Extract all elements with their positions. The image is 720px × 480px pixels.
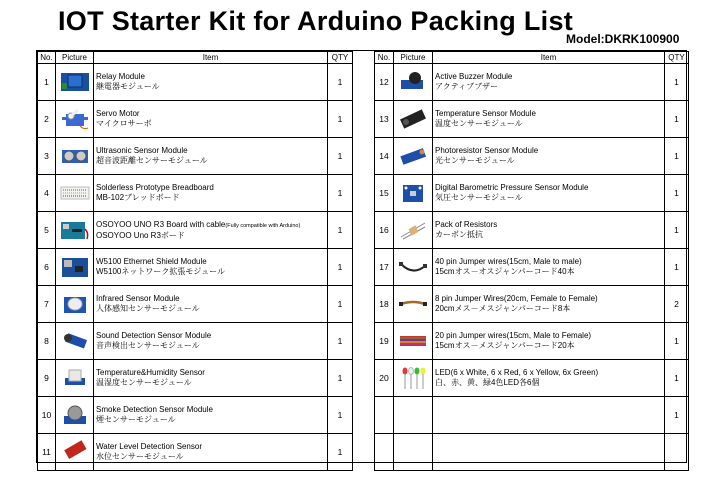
row-picture	[394, 323, 433, 360]
item-name-english-text: Infrared Sensor Module	[96, 294, 180, 303]
row-quantity: 1	[328, 212, 353, 249]
row-picture	[394, 101, 433, 138]
row-picture	[56, 360, 94, 397]
row-quantity: 1	[665, 360, 689, 397]
page-title: IOT Starter Kit for Arduino Packing List	[58, 6, 574, 36]
item-name-english	[96, 368, 327, 378]
row-item	[433, 434, 665, 471]
item-compatibility-note: (Fully compatible with Arduino)	[225, 222, 301, 229]
table-row	[38, 138, 353, 175]
row-number: 10	[38, 397, 56, 434]
item-name-japanese: 超音波距離センサーモジュール	[96, 156, 208, 165]
item-name-japanese: 音声検出センサーモジュール	[96, 341, 200, 350]
jumper-wire-mm-icon	[394, 254, 432, 280]
row-number: 5	[38, 212, 56, 249]
column-gap	[352, 51, 374, 462]
item-name-english-text: Digital Barometric Pressure Sensor Module	[435, 183, 589, 192]
row-item	[433, 212, 665, 249]
table-row	[38, 212, 353, 249]
table-row	[375, 212, 689, 249]
row-quantity: 1	[665, 212, 689, 249]
table-header-row	[375, 52, 689, 64]
item-name-english	[435, 109, 664, 119]
item-name-english	[96, 405, 327, 415]
jumper-wire-ff-icon	[394, 291, 432, 317]
row-quantity: 1	[665, 323, 689, 360]
row-picture	[56, 138, 94, 175]
ultrasonic-sensor-icon	[56, 143, 93, 169]
row-item	[433, 323, 665, 360]
item-name-english	[96, 294, 327, 304]
row-number: 1	[38, 64, 56, 101]
row-quantity: 1	[328, 434, 353, 471]
row-quantity: 1	[665, 175, 689, 212]
row-item	[433, 286, 665, 323]
table-row	[375, 175, 689, 212]
row-quantity: 1	[328, 286, 353, 323]
row-quantity: 1	[328, 397, 353, 434]
header-no: No.	[38, 52, 56, 64]
table-row	[38, 434, 353, 471]
row-quantity: 1	[665, 101, 689, 138]
row-quantity: 1	[665, 397, 689, 434]
row-picture	[56, 64, 94, 101]
row-number: 16	[375, 212, 394, 249]
row-item	[433, 360, 665, 397]
item-name-english	[96, 109, 327, 119]
item-name-japanese: 温湿度センサーモジュール	[96, 378, 192, 387]
row-number: 15	[375, 175, 394, 212]
item-name-english	[96, 220, 327, 231]
item-name-japanese: 気圧センサーモジュール	[435, 193, 523, 202]
row-item	[94, 249, 328, 286]
item-name-english-text: LED(6 x White, 6 x Red, 6 x Yellow, 6x Green)	[435, 368, 599, 377]
row-number: 17	[375, 249, 394, 286]
item-name-japanese: 15cmオス－オスジャンパーコード40本	[435, 267, 575, 276]
row-number: 3	[38, 138, 56, 175]
item-name-japanese: 人体感知センサーモジュール	[96, 304, 200, 313]
led-icon	[394, 365, 432, 391]
row-quantity: 1	[665, 64, 689, 101]
item-name-japanese: 継電器モジュール	[96, 82, 160, 91]
header-qty: QTY	[328, 52, 353, 64]
item-name-japanese: カーボン抵抗	[435, 230, 483, 239]
item-name-english	[435, 220, 664, 230]
relay-module-icon	[56, 69, 93, 95]
row-quantity: 1	[328, 249, 353, 286]
item-name-english-text: Temperature&Humidity Sensor	[96, 368, 205, 377]
temperature-sensor-icon	[394, 106, 432, 132]
item-name-english-text: Relay Module	[96, 72, 145, 81]
row-quantity: 2	[665, 286, 689, 323]
item-name-english-text: Servo Motor	[96, 109, 140, 118]
row-picture	[394, 434, 433, 471]
row-item	[94, 360, 328, 397]
row-item	[94, 175, 328, 212]
item-name-english	[435, 368, 664, 378]
item-name-english	[435, 257, 664, 267]
item-name-english	[96, 183, 327, 193]
table-row	[375, 101, 689, 138]
row-picture	[394, 286, 433, 323]
item-name-english-text: Solderless Prototype Breadboard	[96, 183, 214, 192]
item-name-japanese: 20cmメス－メスジャンパーコード8本	[435, 304, 571, 313]
table-row	[38, 360, 353, 397]
row-item	[433, 397, 665, 434]
row-number: 14	[375, 138, 394, 175]
pir-sensor-icon	[56, 291, 93, 317]
item-name-japanese: 煙センサーモジュール	[96, 415, 176, 424]
item-name-english	[96, 146, 327, 156]
table-row	[38, 397, 353, 434]
row-number: 7	[38, 286, 56, 323]
row-picture	[56, 101, 94, 138]
dht-sensor-icon	[56, 365, 93, 391]
table-row	[375, 360, 689, 397]
sound-sensor-icon	[56, 328, 93, 354]
row-picture	[394, 138, 433, 175]
row-picture	[56, 175, 94, 212]
row-quantity: 1	[328, 101, 353, 138]
item-name-english	[435, 183, 664, 193]
item-name-english-text: Pack of Resistors	[435, 220, 498, 229]
row-number: 19	[375, 323, 394, 360]
row-picture	[394, 397, 433, 434]
row-number: 2	[38, 101, 56, 138]
row-picture	[56, 286, 94, 323]
row-item	[94, 101, 328, 138]
smoke-sensor-icon	[56, 402, 93, 428]
item-name-english	[96, 442, 327, 452]
row-picture	[56, 434, 94, 471]
packing-table-left	[37, 51, 353, 471]
row-picture	[56, 249, 94, 286]
item-name-english-text: OSOYOO UNO R3 Board with cable	[96, 219, 226, 229]
ribbon-cable-icon	[394, 328, 432, 354]
row-item	[433, 101, 665, 138]
row-quantity	[665, 434, 689, 471]
item-name-english-text: Ultrasonic Sensor Module	[96, 146, 188, 155]
row-quantity: 1	[328, 138, 353, 175]
item-name-english-text: Active Buzzer Module	[435, 72, 513, 81]
header-picture: Picture	[394, 52, 433, 64]
ethernet-shield-icon	[56, 254, 93, 280]
header-item: Item	[94, 52, 328, 64]
row-item	[94, 323, 328, 360]
buzzer-module-icon	[394, 69, 432, 95]
row-quantity: 1	[328, 360, 353, 397]
item-name-japanese: OSOYOO Uno R3ボード	[96, 230, 185, 240]
item-name-english	[96, 72, 327, 82]
header-qty: QTY	[665, 52, 689, 64]
item-name-english-text: Photoresistor Sensor Module	[435, 146, 539, 155]
item-name-japanese: 15cmオス－メスジャンパーコード20本	[435, 341, 575, 350]
table-row	[375, 249, 689, 286]
row-item	[94, 397, 328, 434]
item-name-english-text: W5100 Ethernet Shield Module	[96, 257, 207, 266]
table-row	[375, 397, 689, 434]
row-picture	[394, 249, 433, 286]
item-name-english-text: 8 pin Jumper Wires(20cm, Female to Female)	[435, 294, 598, 303]
header-no: No.	[375, 52, 394, 64]
row-item	[94, 138, 328, 175]
table-row	[375, 64, 689, 101]
row-item	[94, 64, 328, 101]
table-row	[38, 249, 353, 286]
item-name-japanese: 温度センサーモジュール	[435, 119, 523, 128]
row-number: 12	[375, 64, 394, 101]
item-name-english-text: Sound Detection Sensor Module	[96, 331, 212, 340]
row-picture	[56, 323, 94, 360]
row-picture	[56, 212, 94, 249]
item-name-english-text: Smoke Detection Sensor Module	[96, 405, 213, 414]
row-picture	[394, 212, 433, 249]
row-picture	[56, 397, 94, 434]
table-row	[38, 175, 353, 212]
row-item	[433, 64, 665, 101]
row-picture	[394, 175, 433, 212]
row-number: 9	[38, 360, 56, 397]
packing-list-sheet	[36, 50, 687, 463]
table-row	[38, 64, 353, 101]
item-name-english	[435, 146, 664, 156]
header-picture: Picture	[56, 52, 94, 64]
row-number: 8	[38, 323, 56, 360]
item-name-japanese: マイクロサーボ	[96, 119, 152, 128]
table-row	[38, 323, 353, 360]
item-name-japanese: アクティブブザー	[435, 82, 499, 91]
row-number: 20	[375, 360, 394, 397]
water-level-sensor-icon	[56, 439, 93, 465]
row-picture	[394, 360, 433, 397]
table-row	[375, 434, 689, 471]
item-name-english-text: 40 pin Jumper wires(15cm, Male to male)	[435, 257, 582, 266]
row-number: 11	[38, 434, 56, 471]
barometric-sensor-icon	[394, 180, 432, 206]
table-row	[375, 286, 689, 323]
item-name-japanese: MB-102ブレッドボード	[96, 193, 180, 202]
table-header-row	[38, 52, 353, 64]
item-name-english-text: Water Level Detection Sensor	[96, 442, 202, 451]
item-name-english-text: Temperature Sensor Module	[435, 109, 536, 118]
table-row	[375, 138, 689, 175]
photoresistor-sensor-icon	[394, 143, 432, 169]
servo-motor-icon	[56, 106, 93, 132]
row-number	[375, 397, 394, 434]
row-number: 6	[38, 249, 56, 286]
header-item: Item	[433, 52, 665, 64]
item-name-english	[96, 257, 327, 267]
item-name-japanese: 光センサーモジュール	[435, 156, 515, 165]
item-name-japanese: 水位センサーモジュール	[96, 452, 184, 461]
row-quantity: 1	[665, 138, 689, 175]
row-number: 4	[38, 175, 56, 212]
row-number: 13	[375, 101, 394, 138]
row-quantity: 1	[328, 175, 353, 212]
row-quantity: 1	[328, 323, 353, 360]
row-item	[433, 249, 665, 286]
item-name-english	[435, 72, 664, 82]
item-name-japanese: 白、赤、黄、緑4色LED各6個	[435, 378, 540, 387]
row-item	[94, 212, 328, 249]
table-row	[38, 286, 353, 323]
table-row	[38, 101, 353, 138]
item-name-english	[435, 331, 664, 341]
item-name-english	[435, 294, 664, 304]
item-name-english	[96, 331, 327, 341]
row-item	[94, 434, 328, 471]
row-quantity: 1	[665, 249, 689, 286]
uno-board-icon	[56, 217, 93, 243]
row-item	[94, 286, 328, 323]
table-row	[375, 323, 689, 360]
item-name-japanese: W5100ネットワーク拡張モジュール	[96, 267, 226, 276]
row-quantity: 1	[328, 64, 353, 101]
item-name-english-text: 20 pin Jumper wires(15cm, Male to Female)	[435, 331, 592, 340]
model-number: Model:DKRK100900	[566, 32, 680, 46]
row-number: 18	[375, 286, 394, 323]
row-item	[433, 138, 665, 175]
packing-table-right	[374, 51, 689, 471]
row-number	[375, 434, 394, 471]
row-item	[433, 175, 665, 212]
row-picture	[394, 64, 433, 101]
resistors-icon	[394, 217, 432, 243]
breadboard-icon	[56, 180, 93, 206]
